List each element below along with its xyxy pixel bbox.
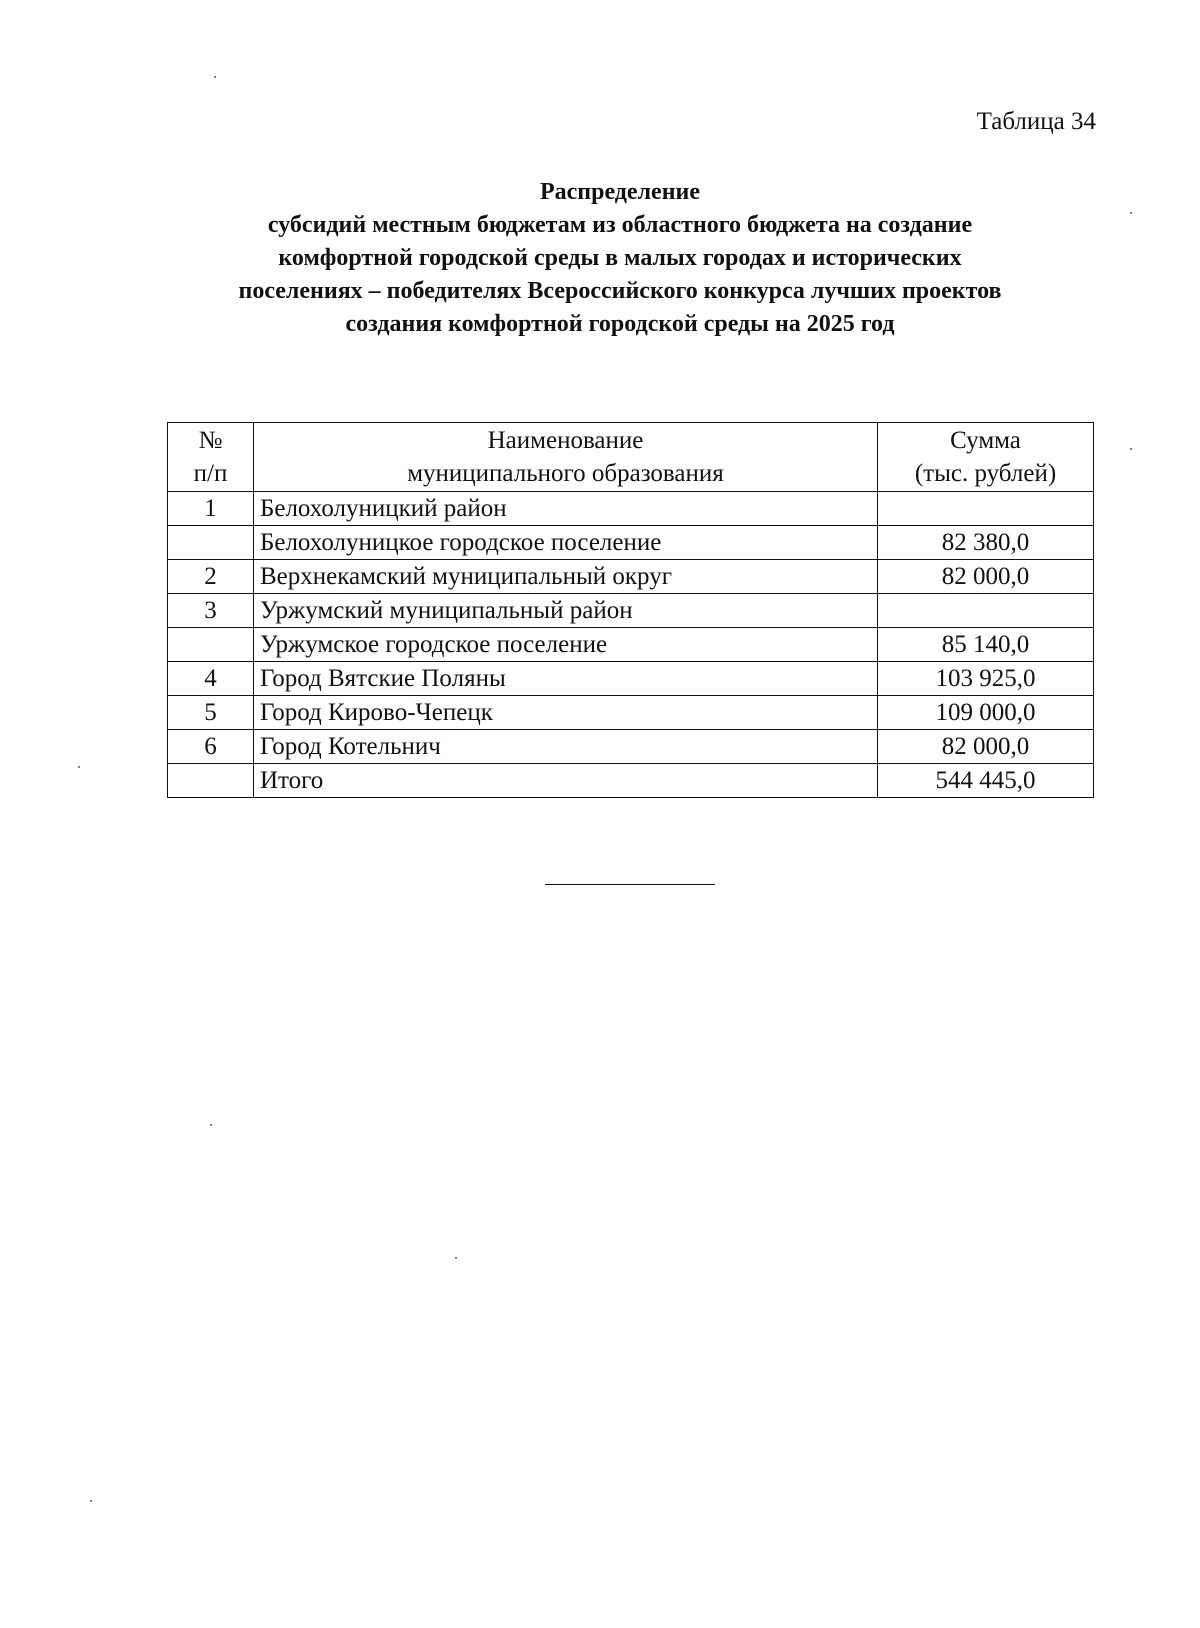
- row-name: Уржумское городское поселение: [254, 628, 878, 662]
- table-row: [168, 696, 1094, 730]
- header-name: [254, 423, 878, 492]
- distribution-table: [167, 422, 1094, 798]
- row-number: 3: [168, 594, 254, 628]
- total-label: Итого: [254, 764, 878, 798]
- row-sum: 82 000,0: [878, 730, 1094, 764]
- scan-speck: [78, 766, 80, 768]
- row-name: Город Кирово-Чепецк: [254, 696, 878, 730]
- total-sum: 544 445,0: [878, 764, 1094, 798]
- end-divider: [545, 884, 715, 885]
- header-number-line1: №: [198, 427, 223, 454]
- scan-speck: [210, 1124, 212, 1126]
- row-sum: 82 380,0: [878, 526, 1094, 560]
- row-sum: [878, 594, 1094, 628]
- table-row: [168, 526, 1094, 560]
- row-sum: 103 925,0: [878, 662, 1094, 696]
- row-name: Белохолуницкий район: [254, 492, 878, 526]
- row-number: [168, 526, 254, 560]
- title-line: поселениях – победителях Всероссийского конкурса лучших проектов: [238, 278, 1002, 304]
- table-row: [168, 662, 1094, 696]
- header-number-line2: п/п: [193, 460, 228, 487]
- row-number: 1: [168, 492, 254, 526]
- row-sum: 82 000,0: [878, 560, 1094, 594]
- scan-speck: [1130, 212, 1132, 214]
- header-name-line2: муниципального образования: [407, 460, 724, 487]
- row-number: 6: [168, 730, 254, 764]
- row-name: Уржумский муниципальный район: [254, 594, 878, 628]
- row-number: [168, 764, 254, 798]
- table-number: Таблица 34: [976, 108, 1096, 135]
- row-sum: 109 000,0: [878, 696, 1094, 730]
- row-number: 2: [168, 560, 254, 594]
- table-total-row: [168, 764, 1094, 798]
- table-header: [168, 423, 1094, 492]
- table-body: [168, 492, 1094, 798]
- header-sum-line1: Сумма: [950, 427, 1021, 454]
- row-name: Город Вятские Поляны: [254, 662, 878, 696]
- document-title: [140, 176, 1100, 341]
- header-sum: [878, 423, 1094, 492]
- title-line: субсидий местным бюджетам из областного бюджета на создание: [267, 212, 973, 238]
- table-row: [168, 492, 1094, 526]
- row-name: Город Котельнич: [254, 730, 878, 764]
- scan-speck: [1130, 448, 1132, 450]
- header-number: [168, 423, 254, 492]
- row-number: 5: [168, 696, 254, 730]
- title-line: Распределение: [539, 179, 701, 205]
- row-name: Верхнекамский муниципальный округ: [254, 560, 878, 594]
- row-sum: [878, 492, 1094, 526]
- row-number: [168, 628, 254, 662]
- table-row: [168, 628, 1094, 662]
- title-line: комфортной городской среды в малых городах и исторических: [278, 245, 962, 271]
- table-row: [168, 594, 1094, 628]
- scan-speck: [90, 1500, 92, 1502]
- row-name: Белохолуницкое городское поселение: [254, 526, 878, 560]
- scan-speck: [455, 1257, 457, 1259]
- scan-speck: [214, 76, 216, 78]
- row-sum: 85 140,0: [878, 628, 1094, 662]
- table-row: [168, 560, 1094, 594]
- header-name-line1: Наименование: [487, 427, 644, 454]
- title-line: создания комфортной городской среды на 2025 год: [345, 311, 895, 337]
- row-number: 4: [168, 662, 254, 696]
- table-row: [168, 730, 1094, 764]
- header-sum-line2: (тыс. рублей): [914, 460, 1057, 487]
